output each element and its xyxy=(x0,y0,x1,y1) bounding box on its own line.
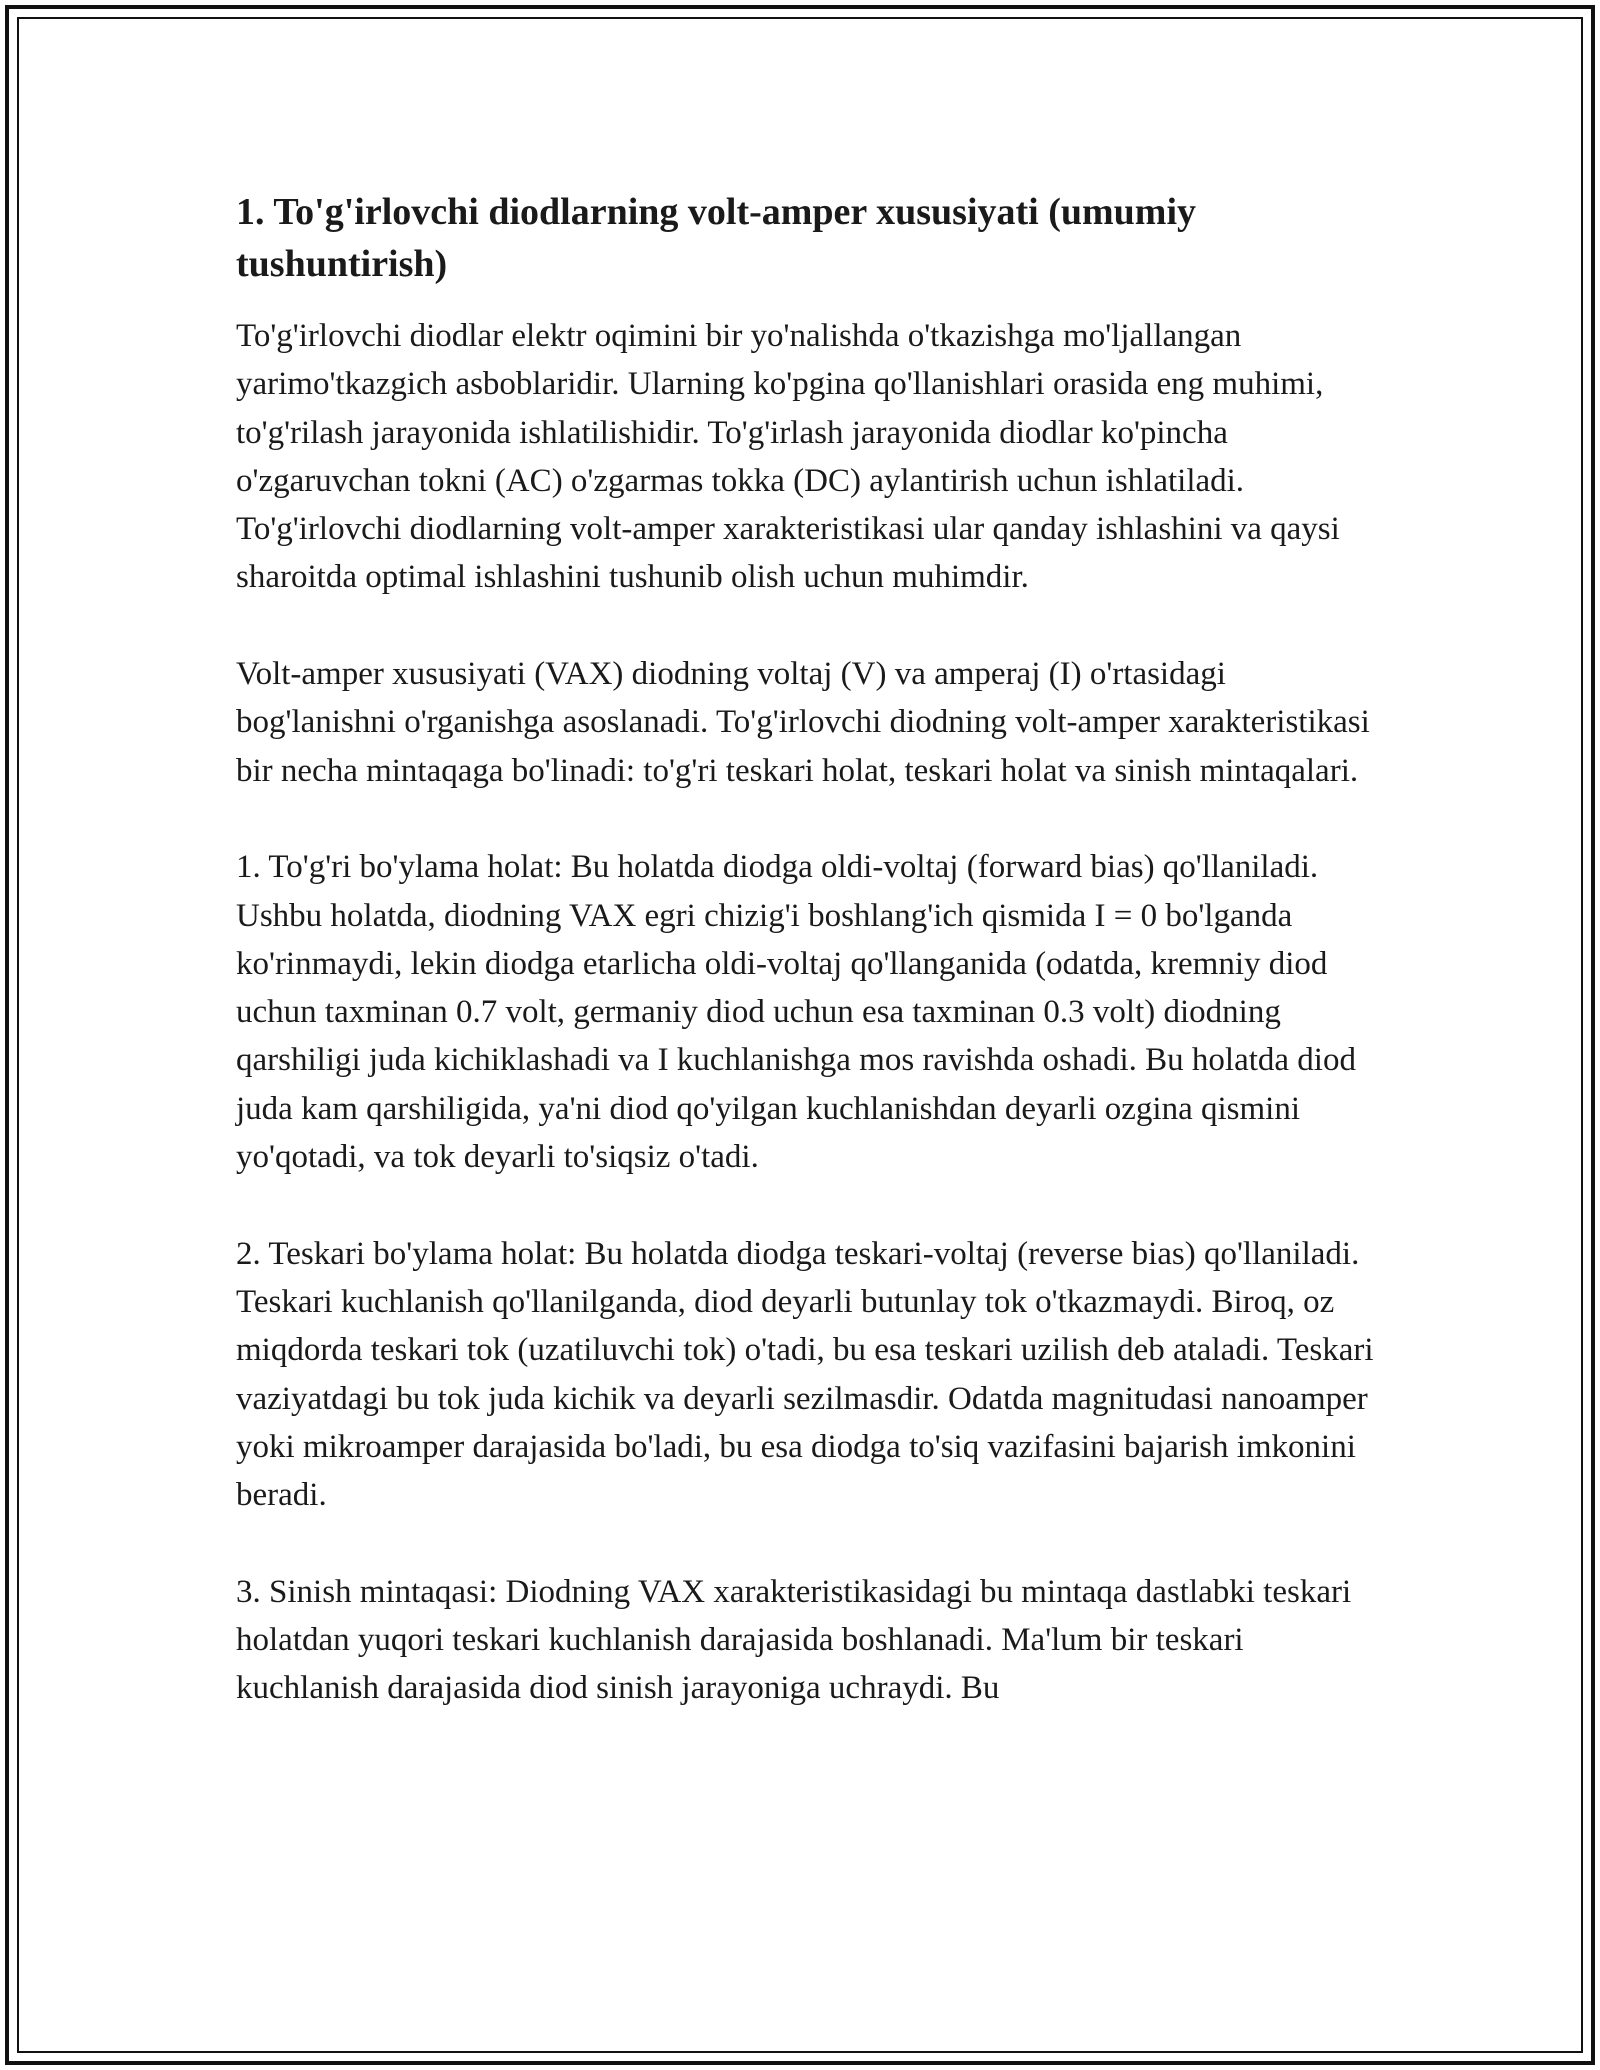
paragraph-intro: To'g'irlovchi diodlar elektr oqimini bir yo'nalishda o'tkazishga mo'ljallangan yarimo'tkazgich asboblaridir. Ularning ko'pgina qo'llanishlari orasida eng muhimi, to'g'rilash jarayonida ishlatilishidir. To'g'irlash jarayonida diodlar ko'pincha o'zgaruvchan tokni (AC) o'zgarmas tokka (DC) aylantirish uchun ishlatiladi. To'g'irlovchi diodlarning volt-amper xarakteristikasi ular qanday ishlashini va qaysi sharoitda optimal ishlashini tushunib olish uchun muhimdir. xyxy=(236,318,1340,596)
section-title: 1. To'g'irlovchi diodlarning volt-amper xususiyati (umumiy tushuntirish) xyxy=(236,191,1197,285)
paragraph-breakdown-region: 3. Sinish mintaqasi: Diodning VAX xarakteristikasidagi bu mintaqa dastlabki teskari holatdan yuqori teskari kuchlanish darajasida boshlanadi. Ma'lum bir teskari kuchlanish darajasida diod sinish jarayoniga uchraydi. Bu xyxy=(236,1573,1352,1707)
paragraph-reverse-bias: 2. Teskari bo'ylama holat: Bu holatda diodga teskari-voltaj (reverse bias) qo'llaniladi. Teskari kuchlanish qo'llanilganda, diod deyarli butunlay tok o'tkazmaydi. Biroq, oz miqdorda teskari tok (uzatiluvchi tok) o'tadi, bu esa teskari uzilish deb ataladi. Teskari vaziyatdagi bu tok juda kichik va deyarli sezilmasdir. Odatda magnitudasi nanoamper yoki mikroamper darajasida bo'ladi, bu esa diodga to'siq vazifasini bajarish imkonini beradi. xyxy=(236,1235,1374,1514)
paragraph-vax-definition: Volt-amper xususiyati (VAX) diodning voltaj (V) va amperaj (I) o'rtasidagi bog'lanishni o'rganishga asoslanadi. To'g'irlovchi diodning volt-amper xarakteristikasi bir necha mintaqaga bo'linadi: to'g'ri teskari holat, teskari holat va sinish mintaqalari. xyxy=(236,656,1370,789)
paragraph-forward-bias: 1. To'g'ri bo'ylama holat: Bu holatda diodga oldi-voltaj (forward bias) qo'llaniladi. Ushbu holatda, diodning VAX egri chizig'i boshlang'ich qismida I = 0 bo'lganda ko'rinmaydi, lekin diodga etarlicha oldi-voltaj qo'llanganida (odatda, kremniy diod uchun taxminan 0.7 volt, germaniy diod uchun esa taxminan 0.3 volt) diodning qarshiligi juda kichiklashadi va I kuchlanishga mos ravishda oshadi. Bu holatda diod juda kam qarshiligida, ya'ni diod qo'yilgan kuchlanishdan deyarli ozgina qismini yo'qotadi, va tok deyarli to'siqsiz o'tadi. xyxy=(236,849,1356,1176)
document-body xyxy=(236,186,1376,1761)
